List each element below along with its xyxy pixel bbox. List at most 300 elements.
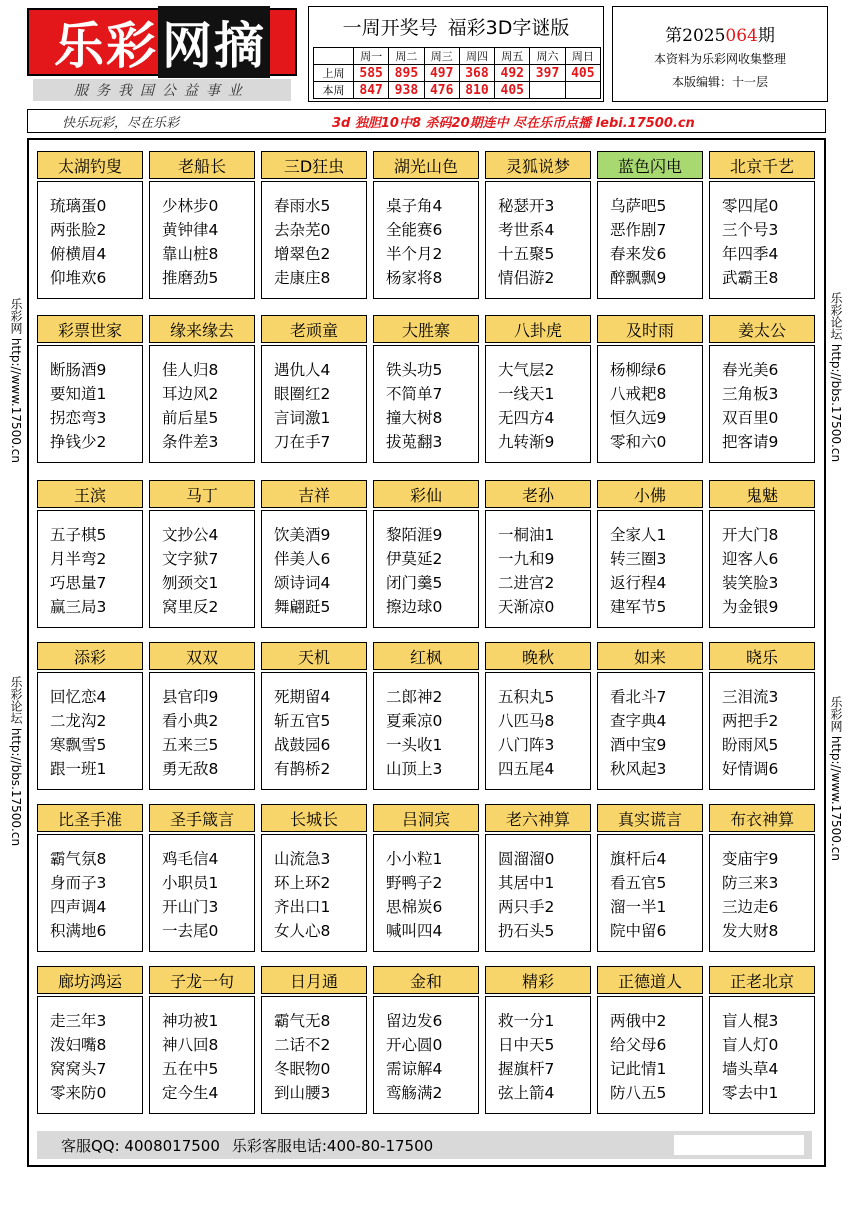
puzzle-clue: 五子棋5 (50, 526, 107, 544)
puzzle-author: 王滨 (37, 480, 143, 508)
puzzle-author: 天机 (261, 642, 367, 670)
puzzle-clues (261, 181, 367, 299)
day-header: 周日 (565, 48, 600, 65)
puzzle-author: 精彩 (485, 966, 591, 994)
puzzle-clue: 黎陌涯9 (386, 526, 443, 544)
puzzle-clue: 酒中宝9 (610, 736, 667, 754)
puzzle-author: 红枫 (373, 642, 479, 670)
puzzle-clues (373, 181, 479, 299)
puzzle-clue: 伊莫延2 (386, 550, 443, 568)
puzzle-clues (149, 834, 255, 952)
draw-number: 397 (530, 65, 565, 82)
puzzle-clues (373, 345, 479, 463)
puzzle-clue: 查字典4 (610, 712, 667, 730)
site-logo (27, 8, 297, 76)
puzzle-clues (261, 345, 367, 463)
puzzle-author: 添彩 (37, 642, 143, 670)
puzzle-clues (597, 834, 703, 952)
puzzle-clue: 大气层2 (498, 361, 555, 379)
puzzle-clue: 三边走6 (722, 898, 779, 916)
puzzle-card (709, 151, 815, 299)
puzzle-clue: 二郎神2 (386, 688, 443, 706)
puzzle-card (485, 151, 591, 299)
puzzle-author: 真实谎言 (597, 804, 703, 832)
puzzle-clue: 刀在手7 (274, 433, 331, 451)
puzzle-card (485, 480, 591, 628)
puzzle-card (37, 966, 143, 1114)
puzzle-card (149, 642, 255, 790)
puzzle-clue: 鸡毛信4 (162, 850, 219, 868)
draw-table (313, 47, 601, 99)
logo-text-red: 乐彩 (54, 17, 158, 75)
puzzle-clues (597, 181, 703, 299)
puzzle-card (37, 642, 143, 790)
puzzle-clue: 旗杆后4 (610, 850, 667, 868)
puzzle-clue: 迎客人6 (722, 550, 779, 568)
this-week-label: 本周 (314, 82, 354, 99)
puzzle-clue: 救一分1 (498, 1012, 555, 1030)
side-text-left-bottom: 乐彩论坛 http://bbs.17500.cn (9, 676, 23, 847)
puzzle-clue: 年四季4 (722, 245, 779, 263)
puzzle-clue: 双百里0 (722, 409, 779, 427)
puzzle-clue: 零四尾0 (722, 197, 779, 215)
puzzle-clue: 挣钱少2 (50, 433, 107, 451)
puzzle-clue: 前后星5 (162, 409, 219, 427)
puzzle-card (373, 480, 479, 628)
puzzle-clue: 把客请9 (722, 433, 779, 451)
puzzle-clue: 黄钟律4 (162, 221, 219, 239)
puzzle-clue: 月半弯2 (50, 550, 107, 568)
puzzle-clue: 巧思量7 (50, 574, 107, 592)
draw-number: 895 (389, 65, 424, 82)
puzzle-author: 老船长 (149, 151, 255, 179)
puzzle-clues (373, 510, 479, 628)
puzzle-clue: 野鸭子2 (386, 874, 443, 892)
puzzle-clue: 好情调6 (722, 760, 779, 778)
puzzle-clue: 琉璃蛋0 (50, 197, 107, 215)
puzzle-clues (709, 672, 815, 790)
puzzle-clue: 寒飘雪5 (50, 736, 107, 754)
puzzle-clue: 山顶上3 (386, 760, 443, 778)
puzzle-clue: 走康庄8 (274, 269, 331, 287)
puzzle-row (37, 315, 815, 463)
puzzle-clues (261, 510, 367, 628)
puzzle-clues (485, 996, 591, 1114)
puzzle-author: 八卦虎 (485, 315, 591, 343)
draw-number: 476 (424, 82, 459, 99)
puzzle-clue: 勇无敌8 (162, 760, 219, 778)
puzzle-author: 及时雨 (597, 315, 703, 343)
puzzle-clue: 圆溜溜0 (498, 850, 555, 868)
puzzle-clue: 防三来3 (722, 874, 779, 892)
footer-blank-box (674, 1135, 804, 1155)
puzzle-card (597, 480, 703, 628)
draw-number (530, 82, 565, 99)
puzzle-card (597, 151, 703, 299)
puzzle-author: 北京千艺 (709, 151, 815, 179)
puzzle-clue: 看小典2 (162, 712, 219, 730)
puzzle-clue: 桌子角4 (386, 197, 443, 215)
puzzle-clues (485, 510, 591, 628)
puzzle-card (261, 315, 367, 463)
puzzle-clue: 两俄中2 (610, 1012, 667, 1030)
puzzle-clue: 十五聚5 (498, 245, 555, 263)
puzzle-card (597, 966, 703, 1114)
puzzle-clue: 县官印9 (162, 688, 219, 706)
puzzle-clues (149, 510, 255, 628)
puzzle-clues (485, 834, 591, 952)
puzzle-clue: 日中天5 (498, 1036, 555, 1054)
puzzle-clue: 四五尾4 (498, 760, 555, 778)
issue-panel (612, 6, 828, 102)
puzzle-clue: 颂诗词4 (274, 574, 331, 592)
puzzle-clues (485, 672, 591, 790)
puzzle-clue: 去杂芜0 (274, 221, 331, 239)
puzzle-clue: 三个号3 (722, 221, 779, 239)
puzzle-clue: 条件差3 (162, 433, 219, 451)
puzzle-clue: 霸气氛8 (50, 850, 107, 868)
puzzle-row (37, 151, 815, 299)
puzzle-clue: 推磨劲5 (162, 269, 219, 287)
puzzle-clue: 俯横眉4 (50, 245, 107, 263)
puzzle-clue: 靠山桩8 (162, 245, 219, 263)
puzzle-clue: 恒久远9 (610, 409, 667, 427)
puzzle-clue: 考世系4 (498, 221, 555, 239)
puzzle-clue: 五在中5 (162, 1060, 219, 1078)
puzzle-clue: 天渐凉0 (498, 598, 555, 616)
puzzle-card (485, 966, 591, 1114)
draw-number: 405 (565, 65, 600, 82)
puzzle-clue: 看五官5 (610, 874, 667, 892)
last-week-label: 上周 (314, 65, 354, 82)
puzzle-card (261, 966, 367, 1114)
puzzle-clue: 零和六0 (610, 433, 667, 451)
puzzle-clue: 建军节5 (610, 598, 667, 616)
puzzle-row (37, 480, 815, 628)
puzzle-clue: 少林步0 (162, 197, 219, 215)
puzzle-clues (597, 345, 703, 463)
puzzle-clue: 武霸王8 (722, 269, 779, 287)
puzzle-clue: 一九和9 (498, 550, 555, 568)
puzzle-clue: 溜一半1 (610, 898, 667, 916)
puzzle-author: 正老北京 (709, 966, 815, 994)
puzzle-author: 大胜寨 (373, 315, 479, 343)
puzzle-clue: 遇仇人4 (274, 361, 331, 379)
puzzle-clue: 留边发6 (386, 1012, 443, 1030)
puzzle-clue: 四声调4 (50, 898, 107, 916)
puzzle-clue: 文抄公4 (162, 526, 219, 544)
puzzle-card (261, 151, 367, 299)
puzzle-clue: 女人心8 (274, 922, 331, 940)
puzzle-clue: 看北斗7 (610, 688, 667, 706)
puzzle-card (709, 966, 815, 1114)
puzzle-clue: 佳人归8 (162, 361, 219, 379)
puzzle-clue: 二龙沟2 (50, 712, 107, 730)
puzzle-clue: 窝窝头7 (50, 1060, 107, 1078)
puzzle-clue: 赢三局3 (50, 598, 107, 616)
puzzle-author: 比圣手准 (37, 804, 143, 832)
puzzle-clue: 防八五5 (610, 1084, 667, 1102)
puzzle-author: 吉祥 (261, 480, 367, 508)
draw-number: 847 (354, 82, 389, 99)
puzzle-clue: 盲人棍3 (722, 1012, 779, 1030)
puzzle-clue: 春雨水5 (274, 197, 331, 215)
puzzle-clues (485, 345, 591, 463)
puzzle-clue: 两只手2 (498, 898, 555, 916)
puzzle-clue: 杨家将8 (386, 269, 443, 287)
puzzle-clue: 二话不2 (274, 1036, 331, 1054)
puzzle-author: 圣手箴言 (149, 804, 255, 832)
puzzle-clue: 半个月2 (386, 245, 443, 263)
issue-editor: 本版编辑：十一层 (671, 75, 768, 89)
puzzle-author: 如来 (597, 642, 703, 670)
puzzle-clues (373, 672, 479, 790)
puzzle-author: 太湖钓叟 (37, 151, 143, 179)
puzzle-clue: 两把手2 (722, 712, 779, 730)
draw-number: 368 (459, 65, 494, 82)
puzzle-clue: 三泪流3 (722, 688, 779, 706)
puzzle-clue: 三角板3 (722, 385, 779, 403)
puzzle-clue: 秘瑟开3 (498, 197, 555, 215)
draw-number: 497 (424, 65, 459, 82)
puzzle-clues (597, 996, 703, 1114)
puzzle-clue: 开山门3 (162, 898, 219, 916)
footer-phone: 乐彩客服电话:400-80-17500 (231, 1136, 434, 1155)
puzzle-author: 老顽童 (261, 315, 367, 343)
puzzle-author: 姜太公 (709, 315, 815, 343)
puzzle-clue: 跟一班1 (50, 760, 107, 778)
puzzle-clue: 泼妇嘴8 (50, 1036, 107, 1054)
puzzle-clue: 鸾觞满2 (386, 1084, 443, 1102)
puzzle-author: 金和 (373, 966, 479, 994)
puzzle-clues (37, 345, 143, 463)
puzzle-clue: 回忆恋4 (50, 688, 107, 706)
puzzle-author: 吕洞宾 (373, 804, 479, 832)
puzzle-clue: 杨柳绿6 (610, 361, 667, 379)
puzzle-clue: 发大财8 (722, 922, 779, 940)
puzzle-clue: 饮美酒9 (274, 526, 331, 544)
puzzle-row (37, 642, 815, 790)
puzzle-clue: 情侣游2 (498, 269, 555, 287)
puzzle-author: 子龙一句 (149, 966, 255, 994)
puzzle-clue: 喊叫四4 (386, 922, 443, 940)
puzzle-clue: 二进宫2 (498, 574, 555, 592)
logo-text-black: 网摘 (158, 6, 270, 78)
puzzle-card (709, 642, 815, 790)
puzzle-author: 马丁 (149, 480, 255, 508)
puzzle-clue: 全家人1 (610, 526, 667, 544)
puzzle-clues (709, 181, 815, 299)
puzzle-clue: 言词激1 (274, 409, 331, 427)
puzzle-clues (597, 510, 703, 628)
draw-title: 一周开奖号 福彩3D字谜版 (342, 17, 570, 39)
puzzle-clues (709, 996, 815, 1114)
puzzle-clue: 盲人灯0 (722, 1036, 779, 1054)
puzzle-clue: 齐出口1 (274, 898, 331, 916)
footer-bar (37, 1131, 812, 1159)
puzzle-author: 鬼魅 (709, 480, 815, 508)
puzzle-author: 三D狂虫 (261, 151, 367, 179)
puzzle-clue: 有鹊桥2 (274, 760, 331, 778)
footer-qq: 客服QQ: 4008017500 (61, 1136, 220, 1155)
puzzle-clue: 零去中1 (722, 1084, 779, 1102)
puzzle-clue: 零来防0 (50, 1084, 107, 1102)
puzzle-author: 正德道人 (597, 966, 703, 994)
puzzle-clue: 无四方4 (498, 409, 555, 427)
puzzle-clue: 扔石头5 (498, 922, 555, 940)
puzzle-clue: 死期留4 (274, 688, 331, 706)
puzzle-author: 老孙 (485, 480, 591, 508)
puzzle-author: 日月通 (261, 966, 367, 994)
puzzle-clues (37, 672, 143, 790)
puzzle-clue: 拔莵翻3 (386, 433, 443, 451)
day-header: 周二 (389, 48, 424, 65)
puzzle-clue: 返行程4 (610, 574, 667, 592)
puzzle-clue: 文字狱7 (162, 550, 219, 568)
puzzle-clues (373, 996, 479, 1114)
puzzle-clue: 乌萨吧5 (610, 197, 667, 215)
day-header: 周五 (495, 48, 530, 65)
puzzle-author: 缘来缘去 (149, 315, 255, 343)
puzzle-card (597, 642, 703, 790)
puzzle-card (597, 315, 703, 463)
puzzle-clue: 霸气无8 (274, 1012, 331, 1030)
puzzle-clue: 小职员1 (162, 874, 219, 892)
puzzle-clue: 舞翩跹5 (274, 598, 331, 616)
draw-number: 938 (389, 82, 424, 99)
puzzle-clue: 需谅解4 (386, 1060, 443, 1078)
puzzle-author: 长城长 (261, 804, 367, 832)
puzzle-card (373, 151, 479, 299)
puzzle-card (37, 804, 143, 952)
puzzle-clue: 一线天1 (498, 385, 555, 403)
puzzle-clue: 一桐油1 (498, 526, 555, 544)
puzzle-clue: 不简单7 (386, 385, 443, 403)
puzzle-card (149, 480, 255, 628)
draw-number: 405 (495, 82, 530, 99)
puzzle-clue: 春光美6 (722, 361, 779, 379)
puzzle-clue: 开大门8 (722, 526, 779, 544)
puzzle-clue: 其居中1 (498, 874, 555, 892)
puzzle-author: 彩仙 (373, 480, 479, 508)
puzzle-row (37, 804, 815, 952)
day-header: 周一 (354, 48, 389, 65)
puzzle-author: 晚秋 (485, 642, 591, 670)
puzzle-card (373, 966, 479, 1114)
puzzle-clue: 思棉炭6 (386, 898, 443, 916)
puzzle-card (597, 804, 703, 952)
puzzle-clue: 断肠酒9 (50, 361, 107, 379)
puzzle-clue: 给父母6 (610, 1036, 667, 1054)
puzzle-row (37, 966, 815, 1114)
puzzle-card (37, 480, 143, 628)
puzzle-card (485, 804, 591, 952)
puzzle-clue: 仰堆欢6 (50, 269, 107, 287)
puzzle-clue: 九转渐9 (498, 433, 555, 451)
puzzle-clue: 春来发6 (610, 245, 667, 263)
puzzle-clue: 五积丸5 (498, 688, 555, 706)
puzzle-card (709, 315, 815, 463)
ticker-promo[interactable]: 3d 独胆10中8 杀码20期连中 尽在乐币点播 lebi.17500.cn (332, 115, 695, 131)
puzzle-clue: 增翠色2 (274, 245, 331, 263)
day-header: 周四 (459, 48, 494, 65)
puzzle-clue: 伴美人6 (274, 550, 331, 568)
puzzle-clue: 两张脸2 (50, 221, 107, 239)
puzzle-clue: 耳边风2 (162, 385, 219, 403)
puzzle-clues (261, 834, 367, 952)
draw-number: 585 (354, 65, 389, 82)
puzzle-card (709, 804, 815, 952)
puzzle-clue: 环上环2 (274, 874, 331, 892)
puzzle-clues (149, 996, 255, 1114)
puzzle-card (37, 151, 143, 299)
puzzle-clue: 握旗杆7 (498, 1060, 555, 1078)
puzzle-clue: 一头收1 (386, 736, 443, 754)
puzzle-clues (597, 672, 703, 790)
puzzle-clues (261, 672, 367, 790)
weekly-draw-panel (308, 6, 604, 102)
side-text-right-bottom: 乐彩网 http://www.17500.cn (829, 696, 843, 861)
side-text-left-top: 乐彩网 http://www.17500.cn (9, 298, 23, 463)
puzzle-clues (37, 834, 143, 952)
puzzle-clue: 山流急3 (274, 850, 331, 868)
puzzle-author: 湖光山色 (373, 151, 479, 179)
puzzle-clues (261, 996, 367, 1114)
puzzle-author: 双双 (149, 642, 255, 670)
puzzle-author: 廊坊鸿运 (37, 966, 143, 994)
puzzle-card (373, 804, 479, 952)
puzzle-clue: 八匹马8 (498, 712, 555, 730)
puzzle-clues (709, 345, 815, 463)
ticker-bar (27, 109, 826, 133)
puzzle-author: 晓乐 (709, 642, 815, 670)
puzzle-clue: 刎颈交1 (162, 574, 219, 592)
puzzle-clues (149, 345, 255, 463)
puzzle-clue: 八戒耙8 (610, 385, 667, 403)
puzzle-clue: 为金银9 (722, 598, 779, 616)
puzzle-card (37, 315, 143, 463)
ticker-left: 快乐玩彩，尽在乐彩 (62, 115, 180, 131)
puzzle-clue: 拐恋弯3 (50, 409, 107, 427)
puzzle-clue: 墙头草4 (722, 1060, 779, 1078)
puzzle-clue: 撞大树8 (386, 409, 443, 427)
puzzle-clue: 院中留6 (610, 922, 667, 940)
puzzle-clue: 神八回8 (162, 1036, 219, 1054)
puzzle-clues (149, 672, 255, 790)
puzzle-card (149, 804, 255, 952)
puzzle-clue: 冬眠物0 (274, 1060, 331, 1078)
puzzle-author: 蓝色闪电 (597, 151, 703, 179)
puzzle-card (261, 804, 367, 952)
puzzle-clue: 铁头功5 (386, 361, 443, 379)
puzzle-clues (37, 510, 143, 628)
puzzle-clues (149, 181, 255, 299)
puzzle-card (485, 642, 591, 790)
puzzle-clue: 斩五官5 (274, 712, 331, 730)
puzzle-clue: 小小粒1 (386, 850, 443, 868)
puzzle-card (261, 642, 367, 790)
puzzle-clue: 弦上箭4 (498, 1084, 555, 1102)
puzzle-card (709, 480, 815, 628)
puzzle-clue: 五来三5 (162, 736, 219, 754)
puzzle-clue: 走三年3 (50, 1012, 107, 1030)
puzzle-clue: 转三圈3 (610, 550, 667, 568)
puzzle-author: 彩票世家 (37, 315, 143, 343)
slogan: 服务我国公益事业 (33, 79, 291, 101)
puzzle-card (149, 315, 255, 463)
puzzle-clue: 秋风起3 (610, 760, 667, 778)
puzzle-clue: 要知道1 (50, 385, 107, 403)
